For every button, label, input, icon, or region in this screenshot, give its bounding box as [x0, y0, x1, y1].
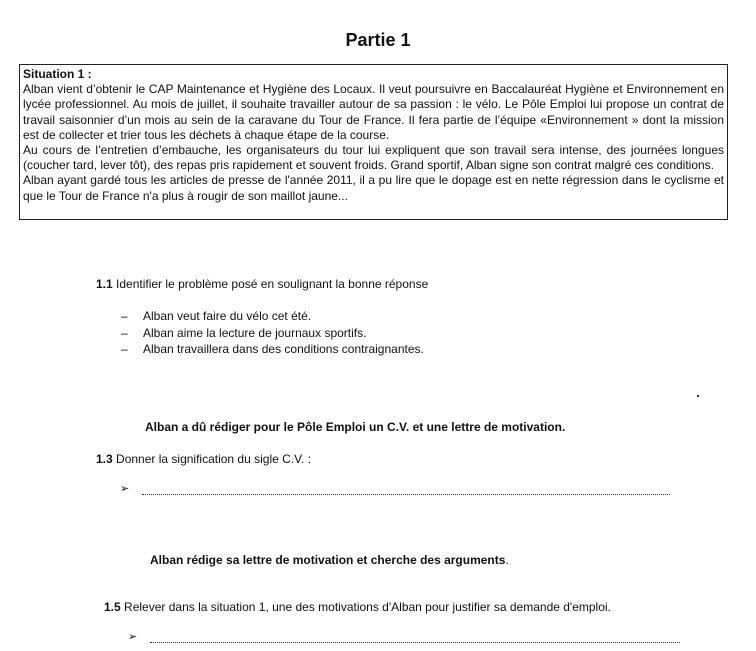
situation-paragraph-3: Alban ayant gardé tous les articles de presse de l'année 2011, il a pu lire que le dopage est en nette régression dans le cyclisme et que le Tour de France n'a plus à rougir de son maillot jaune... [23, 173, 724, 203]
choice-list [121, 308, 424, 358]
dash-bullet: – [121, 309, 128, 323]
question-number: 1.3 [96, 452, 113, 466]
dash-bullet: – [121, 342, 128, 356]
question-number: 1.5 [104, 600, 121, 614]
answer-dotted-field[interactable] [150, 632, 680, 643]
situation-paragraph-1: Alban vient d’obtenir le CAP Maintenance et Hygiène des Locaux. Il veut poursuivre en Baccalauréat Hygiène et Environnement en lycée professionnel. Au mois de juillet, il souhaite travailler autour de sa passion : le vélo. Le Pôle Emploi lui propose un contrat de travail saisonnier d’un mois au sein de la caravane du Tour de France. Il fera partie de l’équipe «Environnement » dont la mission est de collecter et trier tous les déchets à chaque étape de la course. [23, 82, 724, 142]
statement-cv-letter: Alban a dû rédiger pour le Pôle Emploi un C.V. et une lettre de motivation. [145, 420, 566, 434]
arrow-bullet-icon: ➢ [120, 483, 130, 495]
choice-item[interactable] [121, 308, 424, 325]
question-1-3 [96, 452, 311, 466]
statement-motivation-text: Alban rédige sa lettre de motivation et cherche des arguments [150, 553, 506, 567]
situation-paragraph-2: Au cours de l’entretien d’embauche, les organisateurs du tour lui expliquent que son travail sera intense, des journées longues (coucher tard, lever tôt), des repas pris rapidement et souvent froids. Grand sportif, Alban signe son contrat malgré ces conditions. [23, 143, 724, 173]
situation-box [19, 64, 728, 220]
question-text: Donner la signification du sigle C.V. : [116, 452, 312, 466]
statement-motivation [150, 553, 509, 567]
answer-dotted-field[interactable] [142, 484, 670, 495]
choice-label: Alban travaillera dans des conditions contraignantes. [143, 342, 424, 356]
question-text: Identifier le problème posé en soulignant la bonne réponse [116, 277, 429, 291]
page-title: Partie 1 [345, 30, 411, 50]
choice-item[interactable] [121, 325, 424, 342]
choice-item[interactable] [121, 341, 424, 358]
statement-period: . [505, 553, 509, 567]
stray-mark [697, 395, 699, 397]
question-1-5 [104, 600, 611, 614]
answer-line-1-5[interactable] [128, 630, 680, 643]
choice-label: Alban veut faire du vélo cet été. [143, 309, 312, 323]
answer-line-1-3[interactable] [120, 482, 670, 495]
question-1-1 [96, 277, 428, 291]
arrow-bullet-icon: ➢ [128, 631, 138, 643]
question-number: 1.1 [96, 277, 113, 291]
dash-bullet: – [121, 325, 128, 340]
choice-label: Alban aime la lecture de journaux sportifs. [143, 325, 367, 340]
situation-heading: Situation 1 : [23, 67, 92, 81]
question-text: Relever dans la situation 1, une des motivations d'Alban pour justifier sa demande d'emploi. [124, 600, 611, 614]
